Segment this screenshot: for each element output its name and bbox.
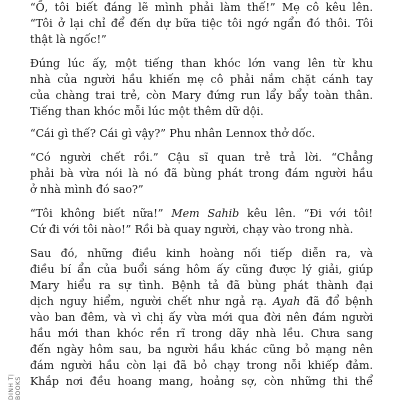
text-segment: “Tôi không biết nữa!” — [30, 207, 172, 220]
text-line — [30, 56, 373, 72]
italic-term: Mem Sahib — [171, 207, 240, 220]
publisher-side-mark: DINH TỊ BOOKS — [8, 373, 22, 400]
text-segment: Sau đó, những điều kinh hoàng nối tiếp diễn ra, và — [30, 247, 373, 260]
text-segment: dịch nguy hiểm, người chết như ngả rạ. — [30, 295, 273, 308]
text-line — [30, 126, 373, 142]
text-line — [30, 182, 373, 198]
text-segment: đã đổ bệnh — [300, 295, 373, 308]
text-line — [30, 88, 373, 104]
text-line — [30, 0, 373, 16]
text-segment: đám người hầu còn lại đã bỏ chạy trong nỗi khiếp đảm. — [30, 359, 373, 372]
text-segment: hầu mới than khóc rền rĩ trong dãy nhà lều. Chưa sang — [30, 327, 373, 340]
paragraph — [30, 150, 373, 198]
text-line — [30, 150, 373, 166]
text-line — [30, 222, 373, 238]
text-line — [30, 166, 373, 182]
text-line — [30, 32, 373, 48]
text-segment: Khắp nơi đều hoang mang, hoảng sợ, còn những thi thể — [30, 375, 373, 388]
text-segment: phải bà vừa nói là nó đã bùng phát trong đám người hầu — [30, 167, 373, 180]
paragraph — [30, 56, 373, 120]
text-line — [30, 326, 373, 342]
italic-term: Ayah — [272, 295, 301, 308]
text-segment: Mary hiểu ra sự tình. Bệnh tả đã bùng phát thành đại — [30, 279, 373, 292]
text-segment: “Cái gì thế? Cái gì vậy?” Phu nhân Lennox thở dốc. — [30, 127, 316, 140]
text-segment: Tiếng than khóc mỗi lúc một thêm dữ dội. — [30, 105, 264, 118]
text-segment: “Ồ, tôi biết đáng lẽ mình phải làm thế!” Mẹ cô kêu lên. — [30, 1, 373, 14]
text-line — [30, 104, 373, 120]
text-line — [30, 342, 373, 358]
paragraph — [30, 246, 373, 390]
paragraph — [30, 0, 373, 48]
text-segment: đến ngày hôm sau, ba người hầu khác cũng bỏ mạng nên — [30, 343, 373, 356]
book-page — [30, 0, 373, 400]
text-segment: vào ban đêm, và vì chị ấy vừa mới qua đời nên đám người — [30, 311, 373, 324]
paragraph — [30, 126, 373, 142]
text-line — [30, 16, 373, 32]
text-line — [30, 294, 373, 310]
text-line — [30, 358, 373, 374]
text-line — [30, 246, 373, 262]
text-line — [30, 278, 373, 294]
text-segment: “Tôi ở lại chỉ để đến dự bữa tiệc tôi ngớ ngẩn đó thôi. Tôi — [30, 17, 373, 30]
text-segment: thật là ngốc!” — [30, 33, 107, 46]
text-segment: điều bí ẩn của buổi sáng hôm ấy cũng được lý giải, giúp — [30, 263, 373, 276]
text-segment: nhà của người hầu khiến mẹ cô phải nắm chặt cánh tay — [30, 73, 373, 86]
text-segment: Đúng lúc ấy, một tiếng than khóc lớn vang lên từ khu — [30, 57, 373, 70]
text-segment: ở nhà mình đó sao?” — [30, 183, 144, 196]
text-line — [30, 310, 373, 326]
text-segment: của chàng trai trẻ, còn Mary đứng run lẩy bẩy toàn thân. — [30, 89, 373, 102]
text-line — [30, 72, 373, 88]
text-line — [30, 262, 373, 278]
text-segment: kêu lên. “Đi với tôi! — [239, 207, 373, 220]
text-segment: Cứ đi với tôi nào!” Rồi bà quay người, chạy vào trong nhà. — [30, 223, 354, 236]
paragraph — [30, 206, 373, 238]
text-line — [30, 374, 373, 390]
text-line — [30, 206, 373, 222]
text-segment: “Có người chết rồi.” Cậu sĩ quan trẻ trả lời. “Chẳng — [30, 151, 373, 164]
